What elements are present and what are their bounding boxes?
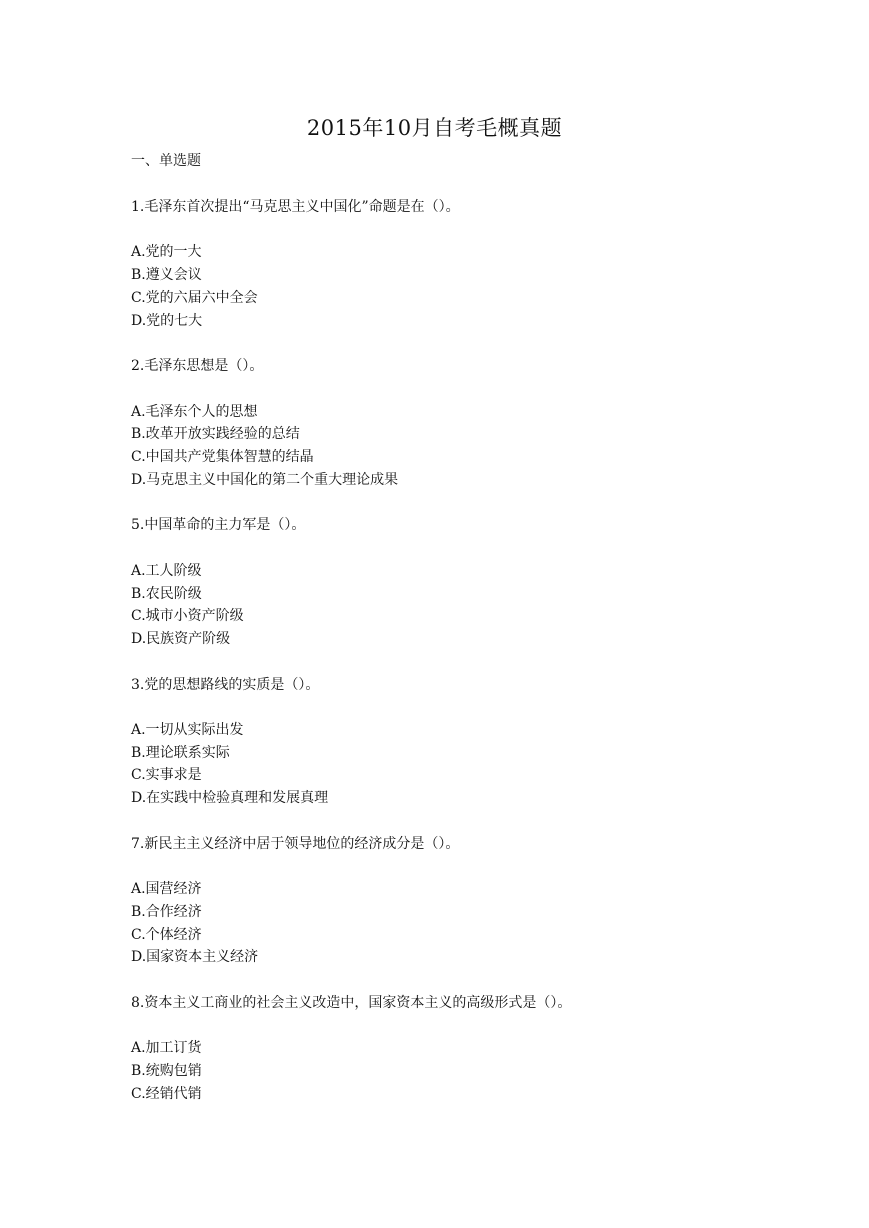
- question-item: [131, 674, 831, 810]
- answer-option: C.个体经济: [131, 926, 202, 943]
- question-stem: 8.资本主义工商业的社会主义改造中，国家资本主义的高级形式是（）。: [131, 995, 572, 1012]
- question-item: [131, 196, 831, 332]
- answer-option: A.一切从实际出发: [131, 722, 244, 738]
- answer-option: C.实事求是: [131, 767, 202, 784]
- answer-option: A.工人阶级: [131, 562, 202, 579]
- question-stem: 1.毛泽东首次提出“马克思主义中国化”命题是在（）。: [131, 199, 460, 215]
- answer-option: D.马克思主义中国化的第二个重大理论成果: [131, 471, 399, 488]
- question-item: [131, 514, 831, 650]
- question-list: [131, 196, 831, 1129]
- answer-option: B.改革开放实践经验的总结: [131, 426, 300, 443]
- answer-option: A.党的一大: [131, 244, 202, 261]
- answer-option: D.在实践中检验真理和发展真理: [131, 790, 329, 807]
- question-stem: 2.毛泽东思想是（）。: [131, 358, 264, 375]
- answer-option: D.国家资本主义经济: [131, 949, 259, 966]
- section-heading: 一、单选题: [131, 153, 201, 169]
- question-stem: 3.党的思想路线的实质是（）。: [131, 676, 320, 693]
- answer-option: B.理论联系实际: [131, 744, 230, 761]
- answer-option: B.合作经济: [131, 903, 202, 920]
- answer-option: A.加工订货: [131, 1040, 202, 1057]
- question-item: [131, 992, 831, 1106]
- question-item: [131, 355, 831, 491]
- question-stem: 7.新民主主义经济中居于领导地位的经济成分是（）。: [131, 835, 460, 852]
- answer-option: C.党的六届六中全会: [131, 289, 258, 306]
- answer-option: D.民族资产阶级: [131, 630, 231, 647]
- answer-option: A.毛泽东个人的思想: [131, 403, 258, 420]
- answer-option: D.党的七大: [131, 312, 203, 329]
- answer-option: B.统购包销: [131, 1063, 202, 1080]
- question-item: [131, 833, 831, 969]
- answer-option: C.经销代销: [131, 1085, 202, 1102]
- answer-option: A.国营经济: [131, 881, 202, 898]
- document-title: 2015年10月自考毛概真题: [306, 116, 563, 140]
- answer-option: B.遵义会议: [131, 267, 202, 284]
- answer-option: B.农民阶级: [131, 585, 202, 602]
- answer-option: C.中国共产党集体智慧的结晶: [131, 449, 314, 465]
- question-stem: 5.中国革命的主力军是（）。: [131, 517, 306, 534]
- answer-option: C.城市小资产阶级: [131, 608, 244, 625]
